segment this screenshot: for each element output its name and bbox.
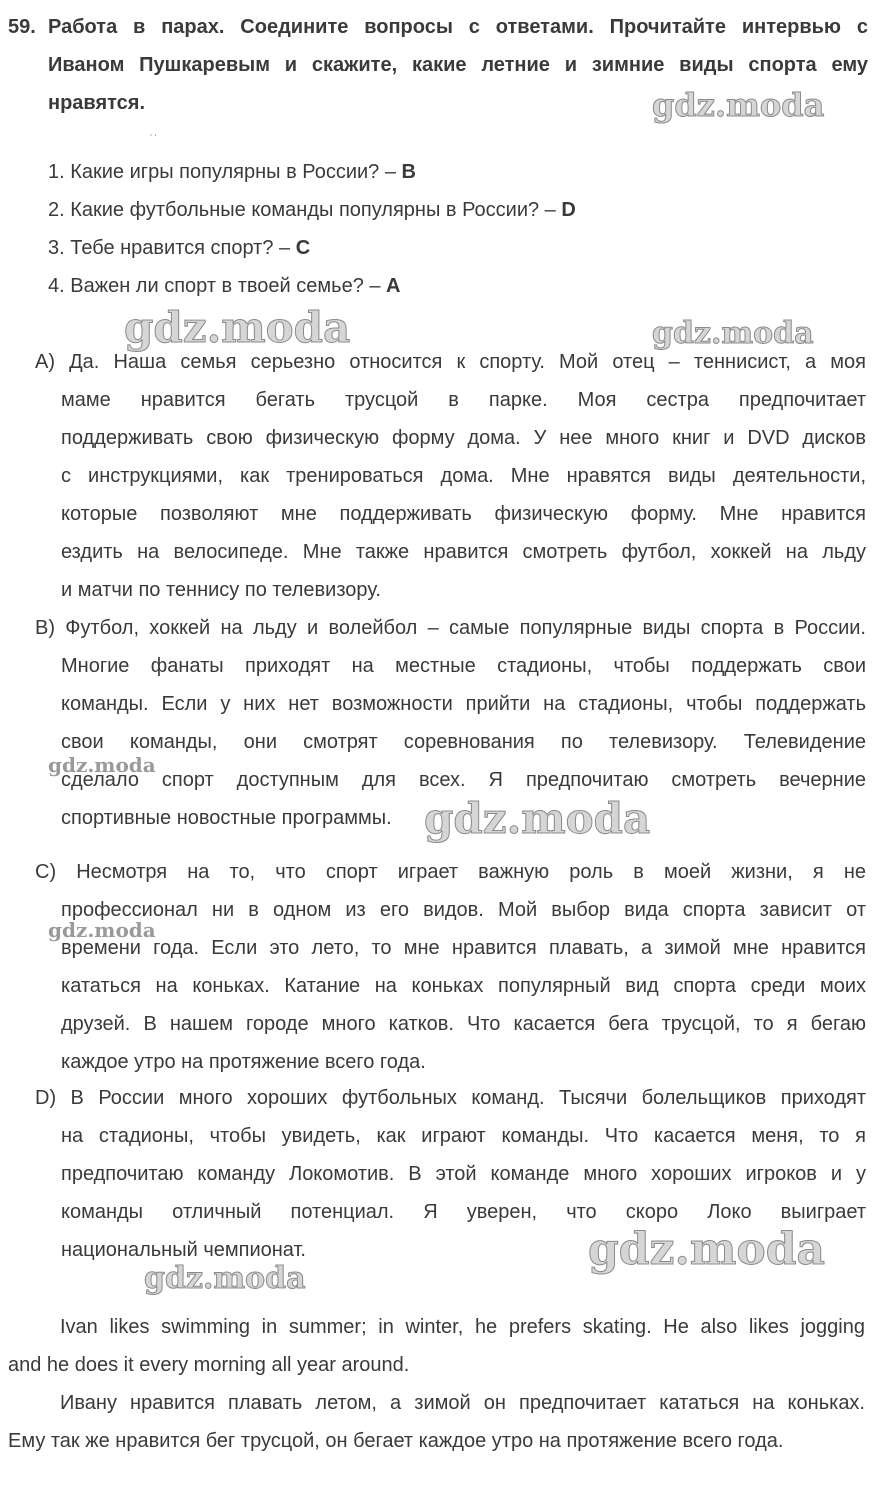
answer-line: маме нравится бегать трусцой в парке. Моя сестра предпочитает: [61, 389, 866, 411]
answer-line: Многие фанаты приходят на местные стадионы, чтобы поддержать свои: [61, 655, 866, 677]
answer-line: сделало спорт доступным для всех. Я предпочитаю смотреть вечерние: [61, 769, 866, 791]
answer-line: на стадионы, чтобы увидеть, как играют команды. Что касается меня, то я: [61, 1125, 866, 1147]
answer-line: ездить на велосипеде. Мне также нравится смотреть футбол, хоккей на льду: [61, 541, 866, 563]
answer-line: с инструкциями, как тренироваться дома. Мне нравятся виды деятельности,: [61, 465, 866, 487]
question-answer-letter: D: [561, 199, 576, 221]
answer-line: каждое утро на протяжение всего года.: [61, 1051, 426, 1073]
summary-line: Ему так же нравится бег трусцой, он бегает каждое утро на протяжение всего года.: [8, 1430, 784, 1452]
answer-line: профессионал ни в одном из его видов. Мой выбор вида спорта зависит от: [61, 899, 866, 921]
answer-line: поддерживать свою физическую форму дома. У нее много книг и DVD дисков: [61, 427, 866, 449]
question-answer-letter: A: [386, 275, 401, 297]
answer-line: и матчи по теннису по телевизору.: [61, 579, 381, 601]
answer-b: [35, 609, 866, 837]
watermark-logo: gdz.moda: [424, 794, 651, 843]
exercise-heading: [8, 8, 868, 122]
watermark-logo: gdz.moda: [588, 1224, 826, 1275]
answer-line: A) Да. Наша семья серьезно относится к спорту. Мой отец – теннисист, а моя: [35, 351, 866, 373]
question-item: 4. Важен ли спорт в твоей семье? – A: [48, 275, 401, 297]
summary-line: Ivan likes swimming in summer; in winter, he prefers skating. He also likes jogging: [60, 1316, 865, 1338]
summary-line: Ивану нравится плавать летом, а зимой он предпочитает кататься на коньках.: [60, 1392, 865, 1414]
exercise-number: 59.: [8, 16, 36, 38]
answer-line: спортивные новостные программы.: [61, 807, 392, 829]
answer-a: [35, 343, 866, 609]
watermark-logo: gdz.moda: [652, 86, 825, 124]
answer-line: друзей. В нашем городе много катков. Что касается бега трусцой, то я бегаю: [61, 1013, 866, 1035]
exercise-title-line-1: 59. Работа в парах. Соедините вопросы с ответами. Прочитайте интервью с: [8, 8, 868, 46]
answer-line: предпочитаю команду Локомотив. В этой команде много хороших игроков и у: [61, 1163, 866, 1185]
answer-line: команды. Если у них нет возможности прийти на стадионы, чтобы поддержать: [61, 693, 866, 715]
watermark-logo: gdz.moda: [48, 918, 156, 942]
question-answer-letter: B: [401, 161, 416, 183]
answer-line: времени года. Если это лето, то мне нравится плавать, а зимой мне нравится: [61, 937, 866, 959]
question-item: 3. Тебе нравится спорт? – C: [48, 237, 311, 259]
question-item: 2. Какие футбольные команды популярны в России? – D: [48, 199, 576, 221]
answer-line: команды отличный потенциал. Я уверен, что скоро Локо выиграет: [61, 1201, 866, 1223]
answer-line: B) Футбол, хоккей на льду и волейбол – самые популярные виды спорта в России.: [35, 617, 866, 639]
answer-d: [35, 1079, 866, 1269]
watermark-logo: gdz.moda: [124, 303, 351, 352]
summary-line: and he does it every morning all year around.: [8, 1354, 410, 1376]
answer-line: которые позволяют мне поддерживать физическую форму. Мне нравится: [61, 503, 866, 525]
watermark-logo: gdz.moda: [144, 1261, 306, 1296]
watermark-logo: gdz.moda: [652, 316, 814, 351]
exercise-title-line-3: нравятся.: [48, 92, 146, 114]
answer-c: [35, 853, 866, 1081]
russian-summary: [8, 1384, 865, 1460]
watermark-logo: gdz.moda: [48, 753, 156, 777]
english-summary: [8, 1308, 865, 1384]
answer-line: кататься на коньках. Катание на коньках популярный вид спорта среди моих: [61, 975, 866, 997]
faint-mark: ' ': [150, 133, 157, 144]
answer-line: свои команды, они смотрят соревнования по телевизору. Телевидение: [61, 731, 866, 753]
exercise-title-line-2: Иваном Пушкаревым и скажите, какие летние и зимние виды спорта ему: [48, 54, 868, 76]
answer-line: национальный чемпионат.: [61, 1239, 306, 1261]
answer-line: D) В России много хороших футбольных команд. Тысячи болельщиков приходят: [35, 1087, 866, 1109]
question-list: [48, 153, 848, 305]
question-item: 1. Какие игры популярны в России? – B: [48, 161, 416, 183]
question-answer-letter: C: [295, 237, 311, 259]
answer-line: C) Несмотря на то, что спорт играет важную роль в моей жизни, я не: [35, 861, 866, 883]
